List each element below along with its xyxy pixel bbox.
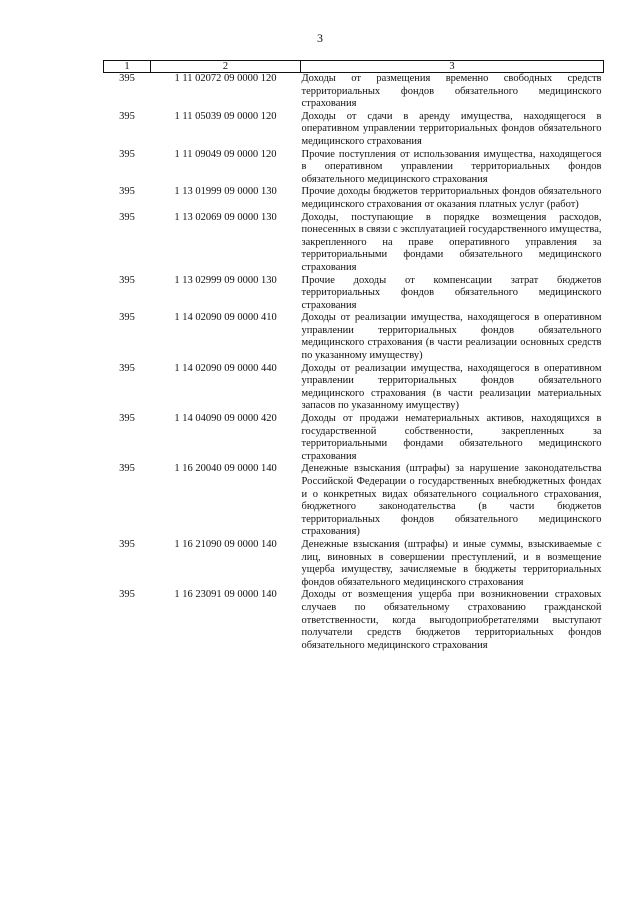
revenue-code-cell: 1 13 02999 09 0000 130 xyxy=(174,274,277,286)
admin-code-cell: 395 xyxy=(119,589,135,601)
revenue-description-cell: Доходы от продажи нематериальных активов, находящихся в государственной собственности, закрепленных за территориальными фондами обязательного медицинского страхования xyxy=(301,413,602,462)
admin-code-cell: 395 xyxy=(119,110,135,122)
revenue-description-cell: Доходы от реализации имущества, находящегося в оперативном управлении территориальных фондов обязательного медицинского страхования (в части реализации основных средств по указанному имуществу) xyxy=(301,312,602,362)
page-number: 3 xyxy=(317,31,323,45)
table-row xyxy=(104,111,604,149)
revenue-description-cell: Денежные взыскания (штрафы) и иные суммы, взыскиваемые с лиц, виновных в совершении преступлений, и в возмещение ущерба имуществу, зачисляемые в бюджеты территориальных фондов обязательного медицинского страхования xyxy=(301,538,602,588)
table-row xyxy=(104,589,604,652)
column-header-3: 3 xyxy=(301,61,604,73)
revenue-description-cell: Доходы от размещения временно свободных средств территориальных фондов обязательного медицинского страхования xyxy=(301,73,602,110)
revenue-code-cell: 1 14 02090 09 0000 440 xyxy=(174,362,277,374)
admin-code-cell: 395 xyxy=(119,362,135,374)
table-row xyxy=(104,363,604,413)
admin-code-cell: 395 xyxy=(119,186,135,198)
table-body xyxy=(104,73,604,653)
table-row xyxy=(104,186,604,211)
table-header-row xyxy=(104,61,604,73)
table-row xyxy=(104,539,604,589)
table-row xyxy=(104,463,604,539)
revenue-code-cell: 1 14 02090 09 0000 410 xyxy=(174,312,277,324)
admin-code-cell: 395 xyxy=(119,211,135,223)
table-row xyxy=(104,413,604,463)
table-row xyxy=(104,149,604,187)
table-row xyxy=(104,275,604,313)
revenue-description-cell: Прочие доходы от компенсации затрат бюджетов территориальных фондов обязательного медицинского страхования xyxy=(301,274,602,311)
revenue-code-cell: 1 16 23091 09 0000 140 xyxy=(174,589,277,601)
revenue-description-cell: Денежные взыскания (штрафы) за нарушение законодательства Российской Федерации о государственных внебюджетных фондах и о конкретных видах обязательного социального страхования, бюджетного законодательства (в части бюджетов территориальных фондов обязательного медицинского страхования) xyxy=(301,463,602,538)
revenue-code-cell: 1 14 04090 09 0000 420 xyxy=(174,413,277,425)
revenue-description-cell: Прочие доходы бюджетов территориальных фондов обязательного медицинского страхования от оказания платных услуг (работ) xyxy=(301,186,602,210)
admin-code-cell: 395 xyxy=(119,274,135,286)
revenue-code-cell: 1 11 05039 09 0000 120 xyxy=(174,110,277,122)
revenue-code-cell: 1 16 20040 09 0000 140 xyxy=(174,463,277,475)
admin-code-cell: 395 xyxy=(119,463,135,475)
table-header xyxy=(104,61,604,73)
column-header-2: 2 xyxy=(151,61,301,73)
admin-code-cell: 395 xyxy=(119,413,135,425)
table-row xyxy=(104,73,604,111)
admin-code-cell: 395 xyxy=(119,148,135,160)
revenue-description-cell: Доходы от реализации имущества, находящегося в оперативном управлении территориальных фондов обязательного медицинского страхования (в части реализации материальных запасов по указанному имуществу) xyxy=(301,362,602,412)
table-row xyxy=(104,212,604,275)
table-row xyxy=(104,312,604,362)
column-header-1: 1 xyxy=(104,61,151,73)
revenue-description-cell: Прочие поступления от использования имущества, находящегося в оперативном управлении территориальных фондов обязательного медицинского страхования xyxy=(301,148,602,185)
revenue-description-cell: Доходы от возмещения ущерба при возникновении страховых случаев по обязательному страхованию гражданской ответственности, когда выгодоприобретателями выступают получатели средств бюджетов территориальных фондов обязательного медицинского страхования xyxy=(301,589,602,651)
revenue-code-cell: 1 11 09049 09 0000 120 xyxy=(174,148,277,160)
admin-code-cell: 395 xyxy=(119,312,135,324)
revenue-codes-table xyxy=(103,60,604,652)
revenue-code-cell: 1 13 02069 09 0000 130 xyxy=(174,211,277,223)
revenue-code-cell: 1 11 02072 09 0000 120 xyxy=(174,73,277,84)
admin-code-cell: 395 xyxy=(119,538,135,550)
revenue-description-cell: Доходы, поступающие в порядке возмещения расходов, понесенных в связи с эксплуатацией государственного имущества, закрепленного на праве оперативного управления за территориальными фондами обязательного медицинского страхования xyxy=(301,211,602,273)
revenue-code-cell: 1 13 01999 09 0000 130 xyxy=(174,186,277,198)
revenue-description-cell: Доходы от сдачи в аренду имущества, находящегося в оперативном управлении территориальных фондов обязательного медицинского страхования xyxy=(301,110,602,147)
admin-code-cell: 395 xyxy=(119,73,135,84)
revenue-code-cell: 1 16 21090 09 0000 140 xyxy=(174,538,277,550)
